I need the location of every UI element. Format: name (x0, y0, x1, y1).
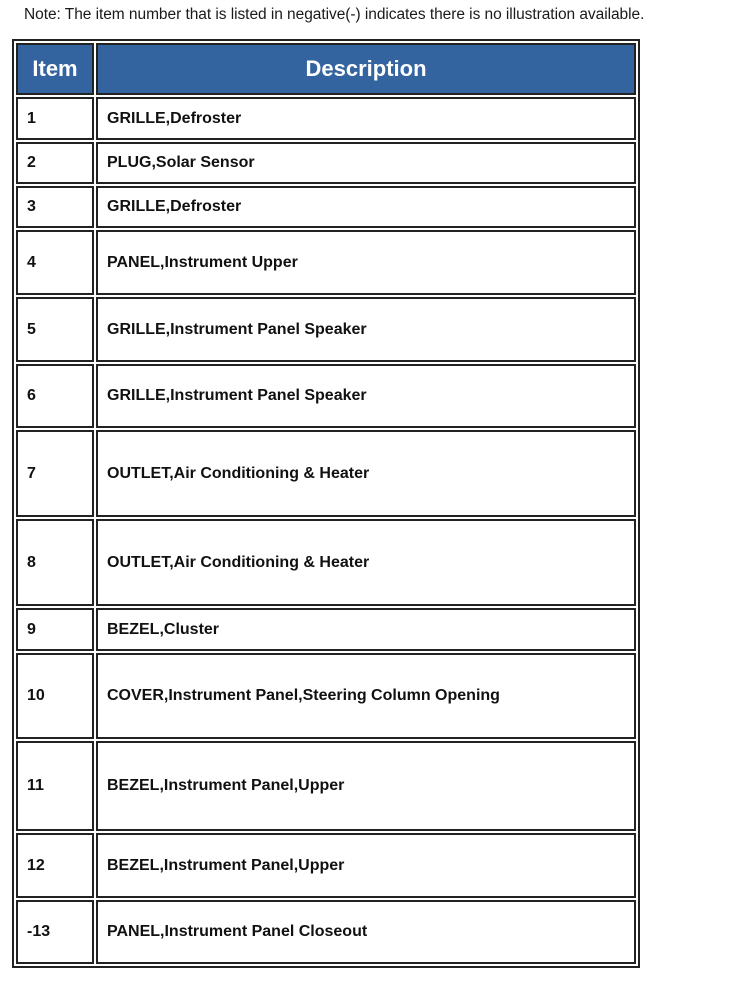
item-number: 7 (16, 430, 94, 517)
table-row (16, 297, 636, 362)
table-header-row (16, 43, 636, 95)
table-row (16, 230, 636, 295)
item-description: BEZEL,Instrument Panel,Upper (96, 833, 636, 898)
item-description: OUTLET,Air Conditioning & Heater (96, 519, 636, 606)
table-row (16, 741, 636, 831)
item-description: BEZEL,Cluster (96, 608, 636, 651)
item-number: 9 (16, 608, 94, 651)
item-number: 1 (16, 97, 94, 140)
table-row (16, 142, 636, 184)
item-column-header: Item (16, 43, 94, 95)
item-number: 10 (16, 653, 94, 739)
table-row (16, 900, 636, 964)
item-number: 8 (16, 519, 94, 606)
table-row (16, 97, 636, 140)
parts-table (12, 39, 640, 968)
table-row (16, 653, 636, 739)
item-description: OUTLET,Air Conditioning & Heater (96, 430, 636, 517)
item-number: -13 (16, 900, 94, 964)
item-number: 11 (16, 741, 94, 831)
item-number: 12 (16, 833, 94, 898)
item-number: 4 (16, 230, 94, 295)
item-number: 2 (16, 142, 94, 184)
item-description: GRILLE,Instrument Panel Speaker (96, 364, 636, 428)
item-description: COVER,Instrument Panel,Steering Column Opening (96, 653, 636, 739)
item-number: 5 (16, 297, 94, 362)
item-description: BEZEL,Instrument Panel,Upper (96, 741, 636, 831)
table-row (16, 833, 636, 898)
item-description: GRILLE,Instrument Panel Speaker (96, 297, 636, 362)
illustration-note: Note: The item number that is listed in negative(-) indicates there is no illustration available. (24, 6, 645, 23)
table-row (16, 186, 636, 228)
item-description: PANEL,Instrument Panel Closeout (96, 900, 636, 964)
item-number: 3 (16, 186, 94, 228)
description-column-header: Description (96, 43, 636, 95)
item-description: GRILLE,Defroster (96, 97, 636, 140)
item-description: PANEL,Instrument Upper (96, 230, 636, 295)
table-row (16, 519, 636, 606)
table-row (16, 364, 636, 428)
table-row (16, 430, 636, 517)
item-description: PLUG,Solar Sensor (96, 142, 636, 184)
item-number: 6 (16, 364, 94, 428)
item-description: GRILLE,Defroster (96, 186, 636, 228)
table-row (16, 608, 636, 651)
